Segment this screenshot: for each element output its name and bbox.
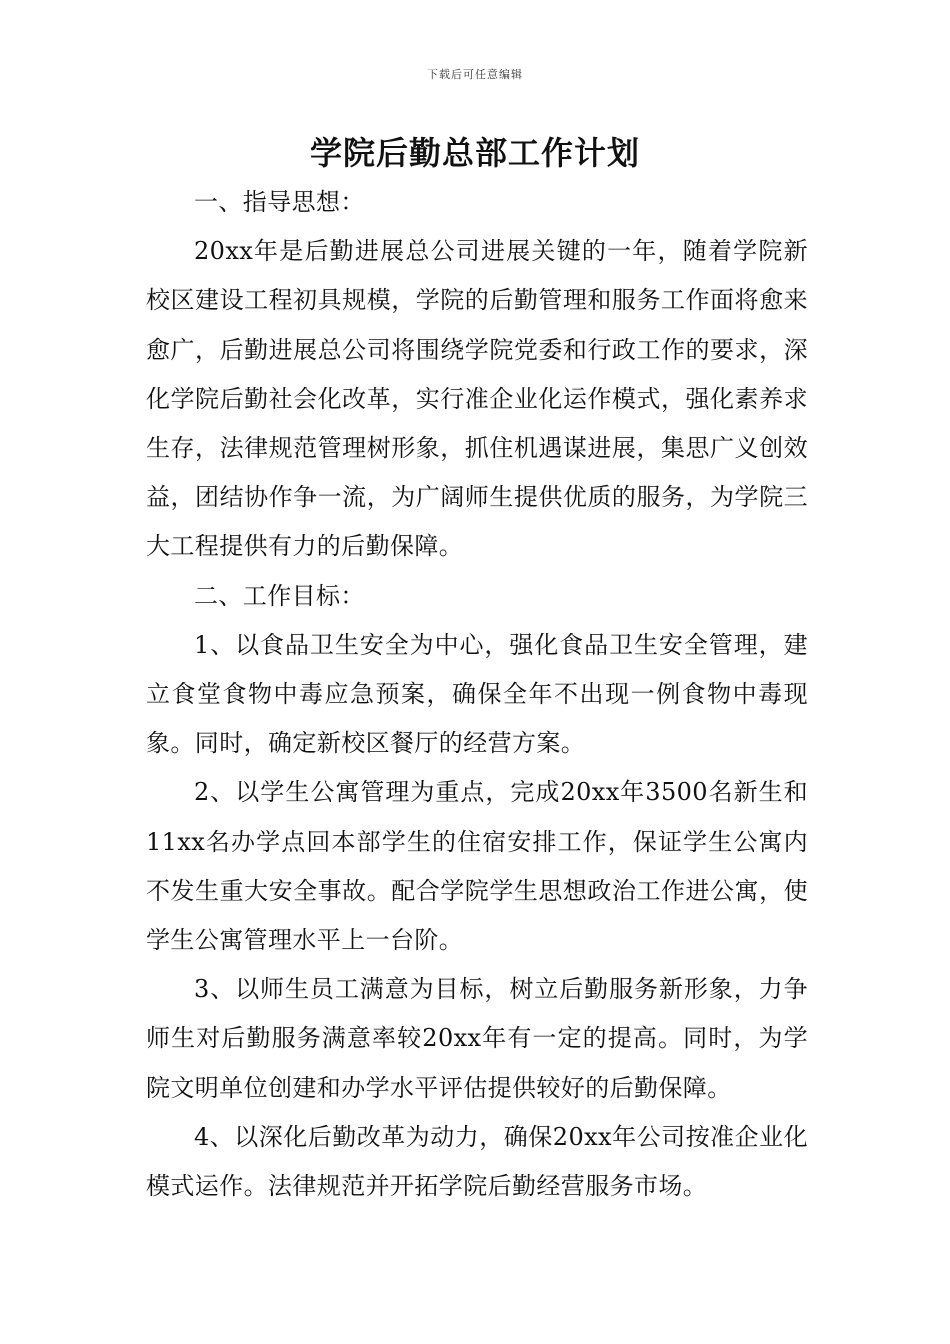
- paragraph-goal-2: 2、以学生公寓管理为重点，完成20xx年3500名新生和11xx名办学点回本部学生的住宿安排工作，保证学生公寓内不发生重大安全事故。配合学院学生思想政治工作进公寓，使学生公寓管理水平上一台阶。: [146, 778, 808, 955]
- paragraph-guiding-ideology: 20xx年是后勤进展总公司进展关键的一年，随着学院新校区建设工程初具规模，学院的后勤管理和服务工作面将愈来愈广，后勤进展总公司将围绕学院党委和行政工作的要求，深化学院后勤社会化改革，实行准企业化运作模式，强化素养求生存，法律规范管理树形象，抓住机遇谋进展，集思广义创效益，团结协作争一流，为广阔师生提供优质的服务，为学院三大工程提供有力的后勤保障。: [146, 237, 808, 561]
- paragraph-goal-4: 4、以深化后勤改革为动力，确保20xx年公司按准企业化模式运作。法律规范并开拓学院后勤经营服务市场。: [146, 1122, 808, 1201]
- header-note: 下载后可任意编辑: [427, 68, 523, 81]
- paragraph-goal-3: 3、以师生员工满意为目标，树立后勤服务新形象，力争师生对后勤服务满意率较20xx年有一定的提高。同时，为学院文明单位创建和办学水平评估提供较好的后勤保障。: [146, 975, 808, 1102]
- section-heading-work-goals: 二、工作目标：: [194, 581, 365, 610]
- paragraph-goal-1: 1、以食品卫生安全为中心，强化食品卫生安全管理，建立食堂食物中毒应急预案，确保全年不出现一例食物中毒现象。同时，确定新校区餐厅的经营方案。: [146, 630, 808, 758]
- document-title: 学院后勤总部工作计划: [309, 134, 640, 172]
- section-heading-guiding-ideology: 一、指导思想：: [194, 188, 365, 216]
- document-body: [146, 178, 808, 1211]
